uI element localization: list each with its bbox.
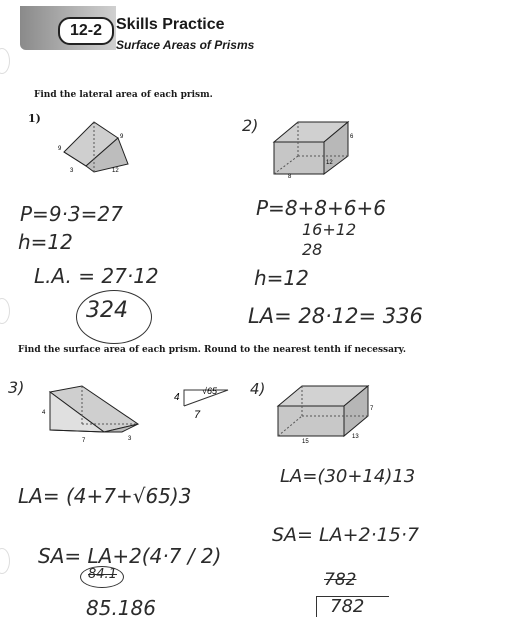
problem-1-number: 1) xyxy=(28,112,41,125)
work-1-line: L.A. = 27·12 xyxy=(34,264,159,288)
answer-3: 85.186 xyxy=(86,596,156,620)
punch-hole xyxy=(0,48,10,74)
figure-1-label: 12 xyxy=(112,168,119,174)
work-2-line: 28 xyxy=(302,240,323,259)
figure-2-label: 6 xyxy=(350,134,354,140)
answer-1: 324 xyxy=(86,298,128,323)
triangular-prism-figure-3 xyxy=(34,380,154,450)
figure-4-label: 13 xyxy=(352,434,359,440)
page-subtitle: Surface Areas of Prisms xyxy=(116,38,255,52)
work-1-line: P=9·3=27 xyxy=(20,202,123,226)
crossed-answer: 782 xyxy=(324,570,357,590)
work-4-line: LA=(30+14)13 xyxy=(280,466,416,487)
triangular-prism-figure-1 xyxy=(56,114,146,180)
work-1-line: h=12 xyxy=(18,230,73,254)
answer-4: 782 xyxy=(330,596,365,617)
rectangular-prism-figure-4 xyxy=(268,380,380,446)
crossed-answer: 84.1 xyxy=(88,567,117,582)
section2-instruction: Find the surface area of each prism. Round to the nearest tenth if necessary. xyxy=(18,345,407,355)
work-2-line: 16+12 xyxy=(302,220,357,239)
figure-3-label: 4 xyxy=(42,410,46,416)
sketch-label: 7 xyxy=(194,409,201,421)
right-triangle-sketch xyxy=(172,384,246,424)
work-2-line: h=12 xyxy=(254,266,309,290)
punch-hole xyxy=(0,548,10,574)
figure-4-label: 15 xyxy=(302,439,309,445)
sketch-label: √65 xyxy=(202,386,217,396)
figure-2-label: 12 xyxy=(326,160,333,166)
work-3-line: SA= LA+2(4·7 / 2) xyxy=(38,544,222,568)
work-4-line: SA= LA+2·15·7 xyxy=(272,524,419,546)
figure-3-label: 3 xyxy=(128,436,132,442)
problem-2-number: 2) xyxy=(242,116,259,135)
punch-hole xyxy=(0,298,10,324)
sketch-label: 4 xyxy=(174,392,180,403)
figure-3-label: 7 xyxy=(82,438,86,444)
figure-1-label: 9 xyxy=(120,134,124,140)
figure-1-label: 3 xyxy=(70,168,74,174)
section1-instruction: Find the lateral area of each prism. xyxy=(34,90,213,100)
work-2-line: P=8+8+6+6 xyxy=(256,196,386,220)
problem-3-number: 3) xyxy=(8,378,25,397)
figure-4-label: 7 xyxy=(370,406,374,412)
rectangular-prism-figure-2 xyxy=(268,116,358,180)
figure-1-label: 9 xyxy=(58,146,62,152)
work-2-line: LA= 28·12= 336 xyxy=(248,304,423,328)
problem-4-number: 4) xyxy=(250,380,266,398)
page-title: Skills Practice xyxy=(116,16,225,33)
lesson-number: 12-2 xyxy=(58,17,114,45)
figure-2-label: 8 xyxy=(288,174,292,180)
work-3-line: LA= (4+7+√65)3 xyxy=(18,484,192,508)
